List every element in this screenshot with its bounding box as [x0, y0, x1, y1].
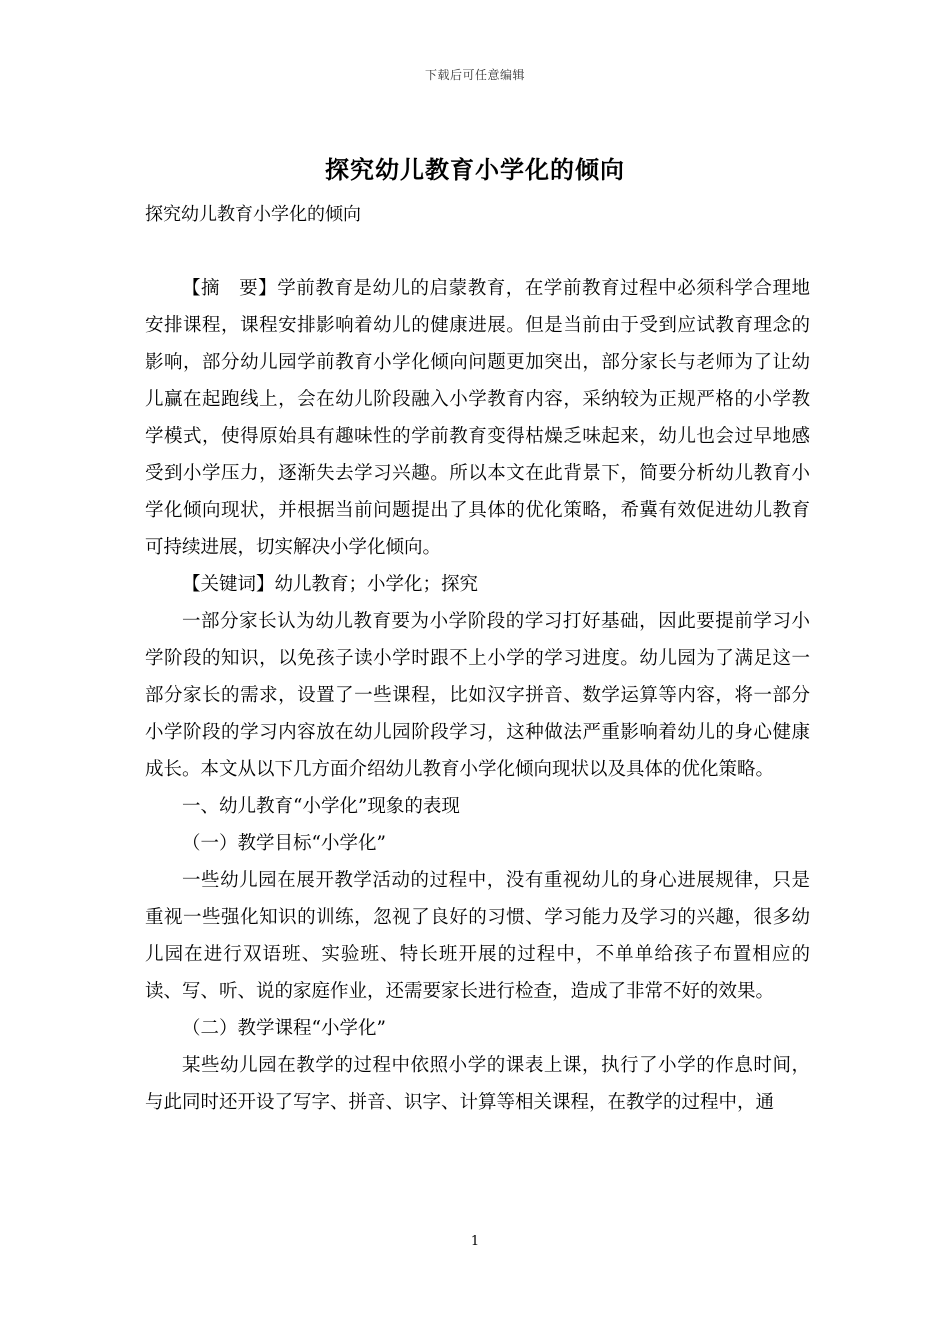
header-note: 下载后可任意编辑	[424, 68, 525, 82]
abstract-paragraph: 【摘 要】学前教育是幼儿的启蒙教育，在学前教育过程中必须科学合理地安排课程，课程安排影响着幼儿的健康进展。但是当前由于受到应试教育理念的影响，部分幼儿园学前教育小学化倾向问题更加突出，部分家长与老师为了让幼儿赢在起跑线上，会在幼儿阶段融入小学教育内容，采纳较为正规严格的小学教学模式，使得原始具有趣味性的学前教育变得枯燥乏味起来，幼儿也会过早地感受到小学压力，逐渐失去学习兴趣。所以本文在此背景下，简要分析幼儿教育小学化倾向现状，并根据当前问题提出了具体的优化策略，希冀有效促进幼儿教育可持续进展，切实解决小学化倾向。	[145, 278, 810, 558]
document-body	[145, 270, 810, 1121]
body-paragraph: 某些幼儿园在教学的过程中依照小学的课表上课，执行了小学的作息时间，与此同时还开设了写字、拼音、识字、计算等相关课程，在教学的过程中，通	[145, 1055, 810, 1113]
subsection-heading-1: （一）教学目标“小学化”	[182, 833, 386, 854]
page-title: 探究幼儿教育小学化的倾向	[325, 155, 625, 184]
section-heading-1: 一、幼儿教育“小学化”现象的表现	[182, 796, 460, 817]
body-paragraph: 一些幼儿园在展开教学活动的过程中，没有重视幼儿的身心进展规律，只是重视一些强化知识的训练，忽视了良好的习惯、学习能力及学习的兴趣，很多幼儿园在进行双语班、实验班、特长班开展的过程中，不单单给孩子布置相应的读、写、听、说的家庭作业，还需要家长进行检查，造成了非常不好的效果。	[145, 870, 810, 1002]
page-number: 1	[470, 1234, 480, 1249]
page-subtitle: 探究幼儿教育小学化的倾向	[145, 204, 361, 225]
subsection-heading-2: （二）教学课程“小学化”	[182, 1018, 386, 1039]
keywords-paragraph: 【关键词】幼儿教育；小学化；探究	[182, 574, 479, 595]
intro-paragraph: 一部分家长认为幼儿教育要为小学阶段的学习打好基础，因此要提前学习小学阶段的知识，以免孩子读小学时跟不上小学的学习进度。幼儿园为了满足这一部分家长的需求，设置了一些课程，比如汉字拼音、数学运算等内容，将一部分小学阶段的学习内容放在幼儿园阶段学习，这种做法严重影响着幼儿的身心健康成长。本文从以下几方面介绍幼儿教育小学化倾向现状以及具体的优化策略。	[145, 611, 810, 780]
